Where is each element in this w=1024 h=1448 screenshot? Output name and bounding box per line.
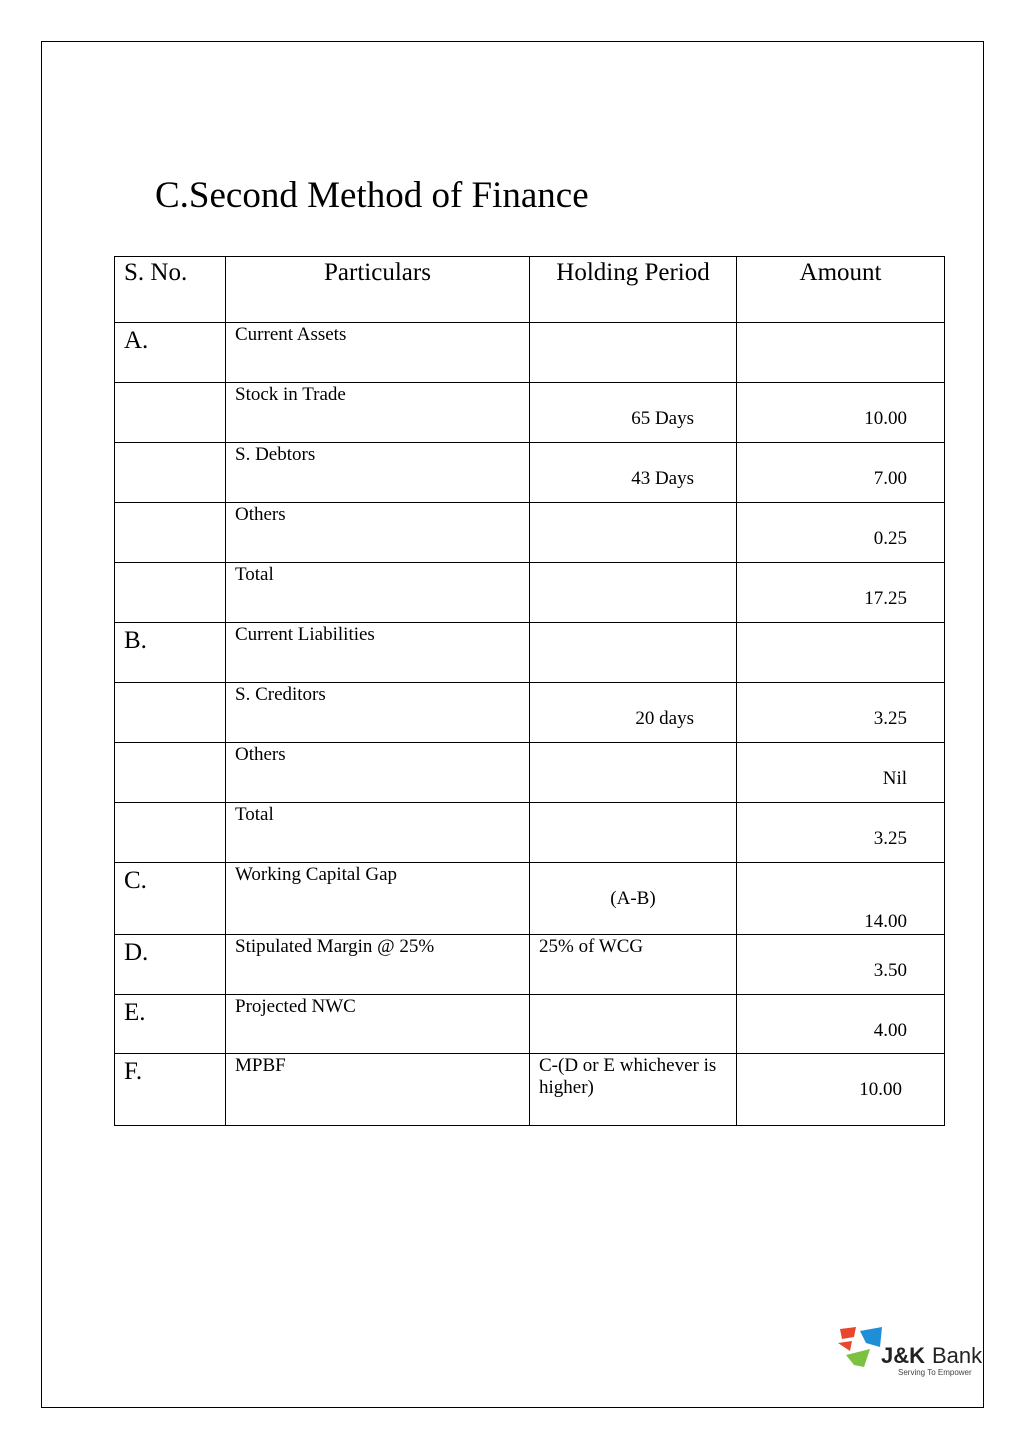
amount-cell-value: 10.00 [864,408,907,429]
header-amount: Amount [737,257,945,323]
amount-cell [737,683,945,743]
amount-cell [737,383,945,443]
amount-cell [737,995,945,1054]
amount-cell [737,623,945,683]
holding-period-cell [530,503,737,563]
header-holding-period: Holding Period [530,257,737,323]
holding-period-cell [530,563,737,623]
holding-period-cell-value: 43 Days [631,468,694,489]
amount-cell-value: 10.00 [859,1079,902,1100]
particulars-cell: S. Creditors [226,683,530,743]
holding-period-cell [530,683,737,743]
amount-cell [737,323,945,383]
table-row [115,995,945,1054]
amount-cell [737,935,945,995]
sno-cell [115,683,226,743]
amount-cell-value: 4.00 [873,1020,907,1041]
table-row [115,323,945,383]
holding-period-cell [530,995,737,1054]
table-row [115,503,945,563]
amount-cell [737,1054,945,1126]
amount-cell-value: 0.25 [873,528,907,549]
holding-period-cell: C-(D or E whichever is higher) [530,1054,737,1126]
particulars-cell: Others [226,743,530,803]
table-row [115,443,945,503]
finance-table [114,256,945,1126]
particulars-cell: Total [226,563,530,623]
svg-text:J&K: J&K [881,1343,926,1368]
header-sno: S. No. [115,257,226,323]
holding-period-cell [530,443,737,503]
amount-cell [737,563,945,623]
header-particulars: Particulars [226,257,530,323]
holding-period-cell [530,323,737,383]
sno-cell [115,503,226,563]
particulars-cell: Current Assets [226,323,530,383]
sno-cell: C. [115,863,226,935]
amount-cell-value: 3.25 [873,828,907,849]
amount-cell [737,803,945,863]
table-row [115,1054,945,1126]
jk-bank-logo [836,1325,984,1377]
sno-cell: F. [115,1054,226,1126]
particulars-cell: Current Liabilities [226,623,530,683]
particulars-cell: MPBF [226,1054,530,1126]
holding-period-cell [530,383,737,443]
holding-period-cell [530,863,737,935]
table-row [115,623,945,683]
sno-cell [115,563,226,623]
amount-cell [737,443,945,503]
particulars-cell: Working Capital Gap [226,863,530,935]
sno-cell: B. [115,623,226,683]
page-title: C.Second Method of Finance [155,175,589,216]
jk-bank-logo-icon [836,1325,984,1377]
holding-period-cell-value: 20 days [635,708,694,729]
sno-cell [115,443,226,503]
amount-cell-value: 3.50 [873,960,907,981]
particulars-cell: Stipulated Margin @ 25% [226,935,530,995]
sno-cell [115,803,226,863]
sno-cell: E. [115,995,226,1054]
table-header-row [115,257,945,323]
particulars-cell: Stock in Trade [226,383,530,443]
sno-cell [115,383,226,443]
holding-period-cell: 25% of WCG [530,935,737,995]
amount-cell [737,743,945,803]
particulars-cell: Others [226,503,530,563]
svg-text:Bank: Bank [932,1343,983,1368]
table-row [115,683,945,743]
particulars-cell: Projected NWC [226,995,530,1054]
amount-cell [737,503,945,563]
amount-cell-value: 7.00 [873,468,907,489]
sno-cell [115,743,226,803]
particulars-cell: S. Debtors [226,443,530,503]
holding-period-cell [530,803,737,863]
table-row [115,383,945,443]
table-row [115,563,945,623]
particulars-cell: Total [226,803,530,863]
holding-period-cell [530,623,737,683]
svg-text:Serving To Empower: Serving To Empower [898,1368,972,1377]
amount-cell-value: 14.00 [864,911,907,932]
amount-cell [737,863,945,935]
table-row [115,935,945,995]
sno-cell: D. [115,935,226,995]
holding-period-cell-value: 65 Days [631,408,694,429]
amount-cell-value: 17.25 [864,588,907,609]
sno-cell: A. [115,323,226,383]
amount-cell-value: Nil [882,768,907,789]
table-row [115,803,945,863]
amount-cell-value: 3.25 [873,708,907,729]
table-row [115,863,945,935]
table-row [115,743,945,803]
holding-period-cell [530,743,737,803]
holding-period-cell-value: (A-B) [610,888,656,909]
